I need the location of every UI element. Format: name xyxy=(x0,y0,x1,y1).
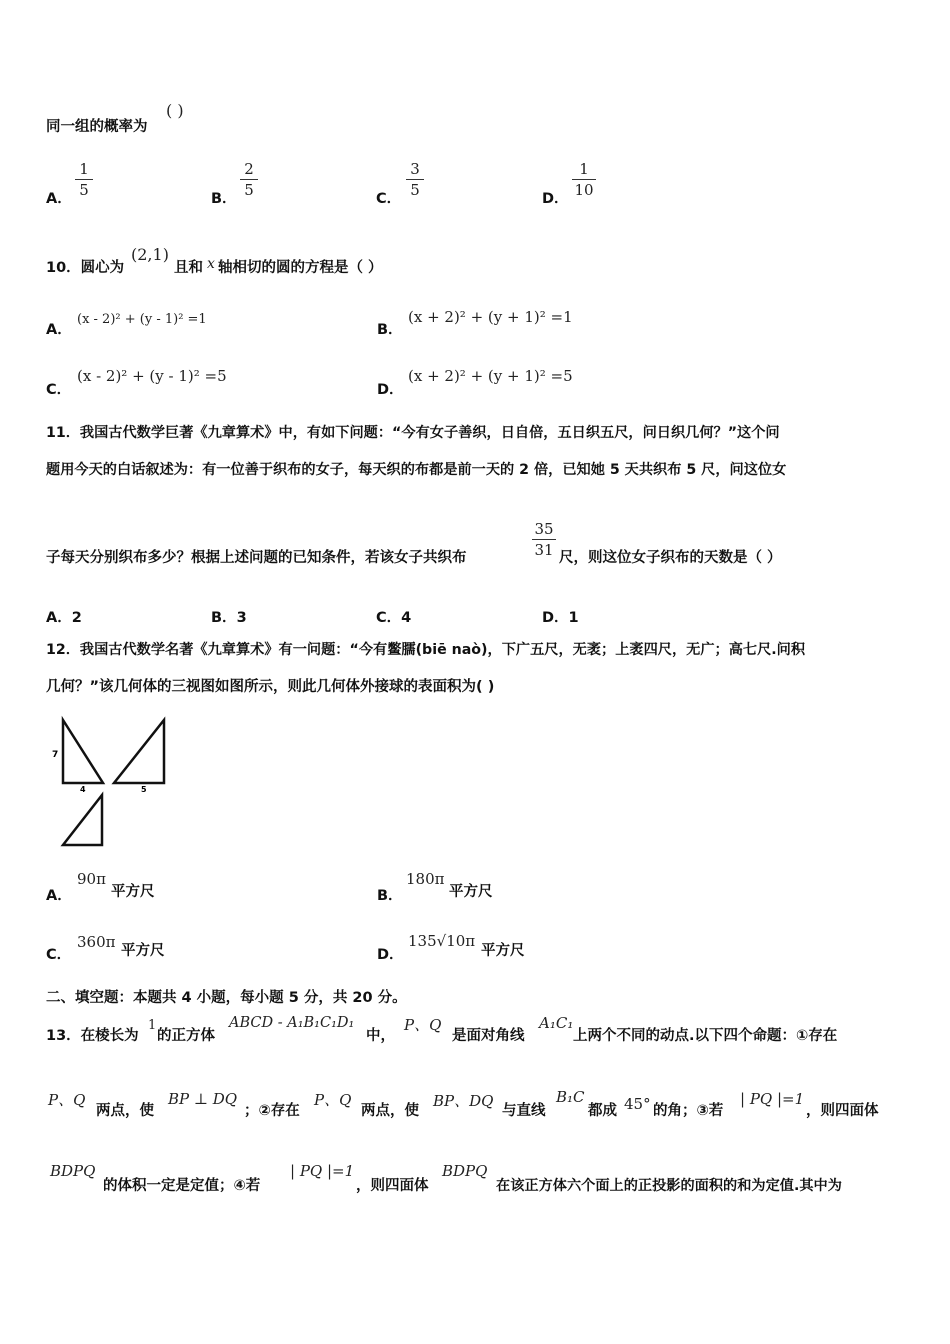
q10-center: (2,1) xyxy=(131,245,169,264)
denominator: 5 xyxy=(79,181,89,199)
q11-line2: 题用今天的白话叙述为：有一位善于织布的女子，每天织的布都是前一天的 2 倍，已知她 5 天共织布 5 尺，问这位女 xyxy=(46,462,787,478)
q12-option-c-unit: 平方尺 xyxy=(121,943,165,959)
height-label: 7 xyxy=(52,750,59,760)
q11-option-d: D．1 xyxy=(542,610,579,626)
q9-option-d-fraction xyxy=(572,160,596,199)
q10-option-c-label: C． xyxy=(46,382,72,398)
q13-l2-abs: | PQ |=1 xyxy=(740,1090,805,1108)
q11-fraction xyxy=(532,520,556,559)
q10-axis: x xyxy=(207,256,215,272)
denominator: 10 xyxy=(574,181,594,199)
q9-option-c-label: C． xyxy=(376,191,402,207)
q12-option-d-unit: 平方尺 xyxy=(481,943,525,959)
top-view-triangle xyxy=(63,795,102,845)
q12-option-a-label: A． xyxy=(46,888,72,904)
q9-option-b-label: B． xyxy=(211,191,237,207)
front-width-label: 4 xyxy=(80,785,86,794)
q13-l2-d: 与直线 xyxy=(502,1103,546,1119)
q13-l2-e: 都成 xyxy=(588,1103,617,1119)
front-view-triangle xyxy=(63,720,103,783)
q13-l2-b1c: B₁C xyxy=(556,1088,585,1106)
q13-l3-bdpq: BDPQ xyxy=(50,1162,96,1180)
side-width-label: 5 xyxy=(141,785,147,794)
q13-pq: P、Q xyxy=(404,1016,442,1034)
numerator: 1 xyxy=(579,160,589,178)
q13-l3-b: ，则四面体 xyxy=(356,1178,429,1194)
q11-line1: 11．我国古代数学巨著《九章算术》中，有如下问题：“今有女子善织，日自倍，五日织五尺，问日织几何？”这个问 xyxy=(46,425,780,441)
q12-option-d-value: 135√10π xyxy=(408,932,476,950)
q13-p1: 13．在棱长为 xyxy=(46,1028,139,1044)
three-view-figure xyxy=(48,712,173,852)
q13-cube-name: ABCD - A₁B₁C₁D₁ xyxy=(229,1015,355,1031)
q10-option-b-label: B． xyxy=(377,322,403,338)
q13-l2-a: 两点，使 xyxy=(96,1103,154,1119)
q13-l2-pq: P、Q xyxy=(48,1091,86,1109)
q13-l3-c: 在该正方体六个面上的正投影的面积的和为定值.其中为 xyxy=(496,1178,842,1194)
q11-option-a: A．2 xyxy=(46,610,82,626)
q13-l2-angle: 45° xyxy=(624,1095,651,1113)
q9-option-a-fraction xyxy=(75,160,93,199)
q13-l2-perp: BP ⊥ DQ xyxy=(168,1090,238,1108)
q11-option-b: B．3 xyxy=(211,610,247,626)
numerator: 35 xyxy=(534,520,554,538)
q13-p5: 上两个不同的动点.以下四个命题：①存在 xyxy=(573,1028,838,1044)
q13-l2-c: 两点，使 xyxy=(361,1103,419,1119)
q10-option-a-expr: (x - 2)² + (y - 1)² =1 xyxy=(77,312,207,327)
q12-option-b-label: B． xyxy=(377,888,403,904)
q9-answer-paren: ( ) xyxy=(166,101,184,120)
q12-option-b-value: 180π xyxy=(406,870,445,888)
side-view-triangle xyxy=(114,720,164,783)
q9-option-d-label: D． xyxy=(542,191,569,207)
q11-line3-a: 子每天分别织布多少？根据上述问题的已知条件，若该女子共织布 xyxy=(46,550,467,566)
q13-l3-a: 的体积一定是定值；④若 xyxy=(103,1178,261,1194)
q9-stem: 同一组的概率为 xyxy=(46,119,148,135)
q12-option-b-unit: 平方尺 xyxy=(449,884,493,900)
q13-edge-length: 1 xyxy=(148,1018,157,1033)
q11-option-c: C．4 xyxy=(376,610,412,626)
q10-option-d-label: D． xyxy=(377,382,404,398)
q9-option-b-fraction xyxy=(240,160,258,199)
q13-l2-f: 的角；③若 xyxy=(653,1103,724,1119)
q13-l3-abs: | PQ |=1 xyxy=(290,1162,355,1180)
q10-tail: 轴相切的圆的方程是（ ） xyxy=(218,260,383,276)
q13-p3: 中， xyxy=(366,1028,395,1044)
denominator: 31 xyxy=(534,541,554,559)
q12-option-a-unit: 平方尺 xyxy=(111,884,155,900)
q10-option-d-expr: (x + 2)² + (y + 1)² =5 xyxy=(408,367,573,385)
q9-option-c-fraction xyxy=(406,160,424,199)
q12-line1: 12．我国古代数学名著《九章算术》有一问题：“今有鳖臑(biē naò)，下广五尺，无袤；上袤四尺，无广；高七尺.问积 xyxy=(46,642,806,658)
q10-prefix: 10．圆心为 xyxy=(46,260,125,276)
q12-option-c-label: C． xyxy=(46,947,72,963)
q13-a1c1: A₁C₁ xyxy=(539,1014,574,1032)
q13-p2: 的正方体 xyxy=(157,1028,215,1044)
denominator: 5 xyxy=(244,181,254,199)
q13-l2-bpdq: BP、DQ xyxy=(433,1092,494,1110)
q10-mid: 且和 xyxy=(174,260,203,276)
numerator: 2 xyxy=(244,160,254,178)
q10-option-b-expr: (x + 2)² + (y + 1)² =1 xyxy=(408,308,573,326)
q13-l3-bdpq2: BDPQ xyxy=(442,1162,488,1180)
q12-option-c-value: 360π xyxy=(77,933,116,951)
q12-line2: 几何？”该几何体的三视图如图所示，则此几何体外接球的表面积为( ) xyxy=(46,679,495,695)
q9-option-a-label: A． xyxy=(46,191,72,207)
denominator: 5 xyxy=(410,181,420,199)
numerator: 1 xyxy=(79,160,89,178)
q13-l2-b: ；②存在 xyxy=(244,1103,300,1119)
q12-option-d-label: D． xyxy=(377,947,404,963)
q13-l2-g: ，则四面体 xyxy=(806,1103,879,1119)
section-2-heading: 二、填空题：本题共 4 小题，每小题 5 分，共 20 分。 xyxy=(46,990,407,1006)
q12-option-a-value: 90π xyxy=(77,870,106,888)
numerator: 3 xyxy=(410,160,420,178)
q10-option-a-label: A． xyxy=(46,322,72,338)
q13-p4: 是面对角线 xyxy=(452,1028,525,1044)
q11-line3-b: 尺，则这位女子织布的天数是（ ） xyxy=(559,550,782,566)
q10-option-c-expr: (x - 2)² + (y - 1)² =5 xyxy=(77,367,227,385)
q13-l2-pq2: P、Q xyxy=(314,1091,352,1109)
